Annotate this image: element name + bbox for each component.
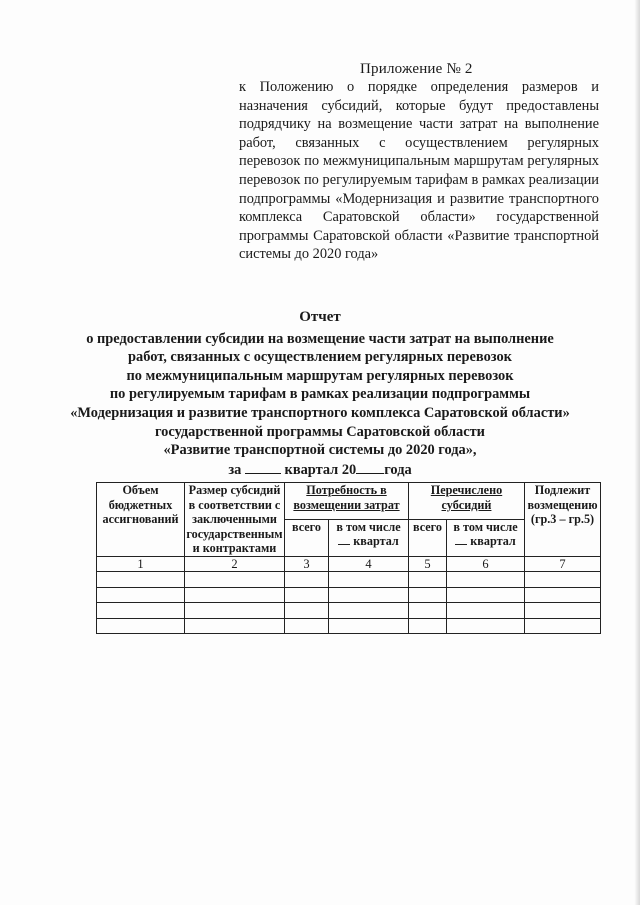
report-heading bbox=[60, 308, 580, 479]
report-title: Отчет bbox=[299, 309, 341, 325]
header-to-reimburse: Подлежит возмещению (гр.3 – гр.5) bbox=[525, 483, 601, 557]
table-cell bbox=[409, 618, 447, 634]
table-cell bbox=[97, 572, 185, 588]
table-cell bbox=[409, 572, 447, 588]
report-line-7: «Развитие транспортной системы до 2020 года», bbox=[163, 442, 477, 459]
table-cell bbox=[525, 618, 601, 634]
report-line-5: «Модернизация и развитие транспортного комплекса Саратовской области» bbox=[70, 404, 570, 421]
paid-quarter-label: квартал bbox=[470, 534, 516, 549]
column-number-4: 4 bbox=[329, 556, 409, 572]
header-subsidy-size: Размер субсидий в соответствии с заключенными государственным и контрактами bbox=[186, 483, 283, 555]
table-cell bbox=[285, 587, 329, 603]
table-cell bbox=[285, 603, 329, 619]
appendix-title: Приложение № 2 bbox=[360, 61, 473, 77]
column-number-2: 2 bbox=[185, 556, 285, 572]
quarter-blank bbox=[245, 461, 281, 474]
table-cell bbox=[447, 603, 525, 619]
appendix-body: к Положению о порядке определения размеров и назначения субсидий, которые будут предоставлены подрядчику на возмещение части затрат на выполнение работ, связанных с осуществлением регулярных перевозок по межмуниципальным маршрутам регулярных перевозок по регулируемым тарифам в рамках реализации подпрограммы «Модернизация и развитие транспортного комплекса Саратовской области» государственной программы Саратовской области «Развитие транспортной системы до 2020 года» bbox=[239, 79, 599, 263]
table-cell bbox=[285, 572, 329, 588]
need-quarter-blank bbox=[338, 534, 350, 545]
header-need-including bbox=[329, 519, 409, 556]
header-budget-allocations: Объем бюджетных ассигнований bbox=[97, 483, 185, 557]
table-cell bbox=[447, 587, 525, 603]
report-line-3: по межмуниципальным маршрутам регулярных перевозок bbox=[126, 367, 514, 384]
need-quarter-label: квартал bbox=[353, 534, 399, 549]
table-cell bbox=[525, 587, 601, 603]
report-table bbox=[96, 482, 601, 634]
table-cell bbox=[329, 603, 409, 619]
period-prefix: за bbox=[228, 461, 242, 478]
table-cell bbox=[447, 618, 525, 634]
column-number-6: 6 bbox=[447, 556, 525, 572]
table-cell bbox=[329, 587, 409, 603]
table-row bbox=[97, 572, 601, 588]
report-table-body bbox=[97, 556, 601, 634]
table-cell bbox=[97, 587, 185, 603]
year-blank bbox=[356, 461, 384, 474]
table-cell bbox=[185, 603, 285, 619]
report-line-2: работ, связанных с осуществлением регулярных перевозок bbox=[128, 349, 512, 366]
table-cell bbox=[525, 572, 601, 588]
table-cell bbox=[97, 618, 185, 634]
header-paid-including bbox=[447, 519, 525, 556]
table-cell bbox=[409, 587, 447, 603]
table-cell bbox=[329, 618, 409, 634]
table-cell bbox=[97, 603, 185, 619]
header-need-group: Потребность в возмещении затрат bbox=[285, 483, 409, 520]
report-line-1: о предоставлении субсидии на возмещение части затрат на выполнение bbox=[86, 330, 554, 347]
report-line-4: по регулируемым тарифам в рамках реализации подпрограммы bbox=[109, 386, 531, 403]
table-cell bbox=[185, 587, 285, 603]
paid-including-label: в том числе bbox=[453, 519, 518, 534]
period-quarter-word: квартал 20 bbox=[284, 461, 357, 478]
column-number-7: 7 bbox=[525, 556, 601, 572]
table-row bbox=[97, 587, 601, 603]
header-paid-group: Перечислено субсидий bbox=[409, 483, 525, 520]
report-period bbox=[60, 461, 580, 480]
paid-quarter-blank bbox=[455, 534, 467, 545]
header-row-1 bbox=[97, 483, 601, 520]
scan-edge-shadow bbox=[634, 0, 640, 905]
report-line-6: государственной программы Саратовской области bbox=[155, 423, 485, 440]
period-year-word: года bbox=[384, 461, 412, 478]
column-number-5: 5 bbox=[409, 556, 447, 572]
table-cell bbox=[409, 603, 447, 619]
table-cell bbox=[447, 572, 525, 588]
column-number-row bbox=[97, 556, 601, 572]
column-number-1: 1 bbox=[97, 556, 185, 572]
table-cell bbox=[185, 618, 285, 634]
table-cell bbox=[329, 572, 409, 588]
table-row bbox=[97, 618, 601, 634]
column-number-3: 3 bbox=[285, 556, 329, 572]
table-cell bbox=[185, 572, 285, 588]
table-cell bbox=[525, 603, 601, 619]
need-including-label: в том числе bbox=[336, 519, 401, 534]
header-need-total: всего bbox=[285, 519, 329, 556]
table-row bbox=[97, 603, 601, 619]
table-cell bbox=[285, 618, 329, 634]
header-paid-total: всего bbox=[409, 519, 447, 556]
